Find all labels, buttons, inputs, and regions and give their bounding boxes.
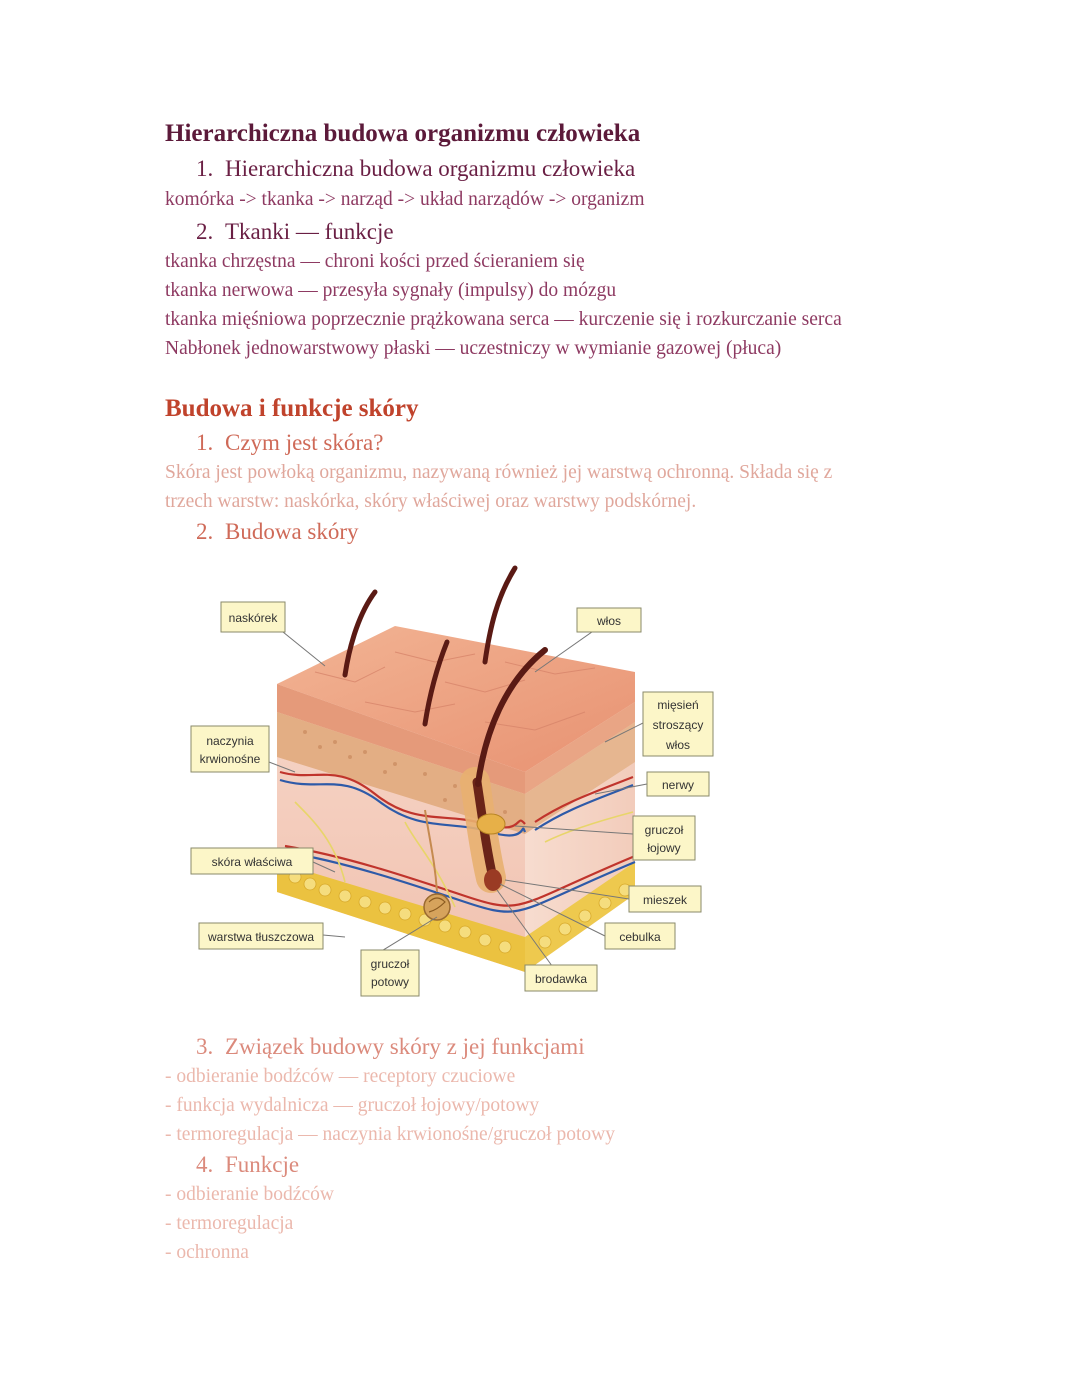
function-relation-line: - odbieranie bodźców — receptory czuciowe (165, 1066, 516, 1087)
label-wlos: włos (596, 614, 622, 628)
skin-structure-diagram (185, 562, 735, 1010)
label-brodawka: brodawka (534, 972, 588, 986)
paragraph-line: trzech warstw: naskórka, skóry właściwej oraz warstwy podskórnej. (165, 491, 697, 512)
tissue-line: tkanka chrzęstna — chroni kości przed ścieraniem się (165, 251, 585, 272)
label-miesien-line2: stroszący (652, 718, 704, 732)
list-item-heading: 4. Funkcje (196, 1152, 300, 1177)
function-line: - termoregulacja (165, 1213, 294, 1234)
section-title-skin: Budowa i funkcje skóry (165, 395, 419, 422)
label-naskorek: naskórek (228, 611, 278, 625)
label-miesien-line3: włos (665, 738, 691, 752)
tissue-line: tkanka nerwowa — przesyła sygnały (impulsy) do mózgu (165, 280, 617, 301)
label-skora-wlasciwa: skóra właściwa (211, 855, 293, 869)
list-item-heading: 1. Czym jest skóra? (196, 430, 384, 455)
function-line: - ochronna (165, 1242, 249, 1263)
label-miesien-line1: mięsień (657, 698, 699, 712)
label-mieszek: mieszek (642, 893, 688, 907)
label-warstwa-tluszczowa: warstwa tłuszczowa (207, 930, 315, 944)
label-gruczol-potowy-line2: potowy (370, 975, 410, 989)
label-gruczol-lojowy-line1: gruczoł (644, 823, 684, 837)
section-title-hierarchy: Hierarchiczna budowa organizmu człowieka (165, 120, 641, 147)
function-relation-line: - termoregulacja — naczynia krwionośne/gruczoł potowy (165, 1124, 615, 1145)
list-item-heading: 2. Budowa skóry (196, 519, 359, 544)
label-cebulka: cebulka (619, 930, 661, 944)
list-item-heading: 2. Tkanki — funkcje (196, 219, 394, 244)
label-gruczol-potowy-line1: gruczoł (370, 957, 410, 971)
list-item-heading: 3. Związek budowy skóry z jej funkcjami (196, 1034, 585, 1059)
function-line: - odbieranie bodźców (165, 1184, 334, 1205)
list-item-heading: 1. Hierarchiczna budowa organizmu człowieka (196, 156, 636, 181)
label-naczynia-line1: naczynia (206, 734, 254, 748)
paragraph-line: Skóra jest powłoką organizmu, nazywaną również jej warstwą ochronną. Składa się z (165, 462, 833, 483)
function-relation-line: - funkcja wydalnicza — gruczoł łojowy/potowy (165, 1095, 540, 1116)
label-naczynia-line2: krwionośne (199, 752, 261, 766)
tissue-line: tkanka mięśniowa poprzecznie prążkowana serca — kurczenie się i rozkurczanie serca (165, 309, 842, 330)
label-nerwy: nerwy (661, 778, 695, 792)
label-gruczol-lojowy-line2: łojowy (647, 841, 681, 855)
hierarchy-chain-text: komórka -> tkanka -> narząd -> układ narządów -> organizm (165, 189, 645, 210)
tissue-line: Nabłonek jednowarstwowy płaski — uczestniczy w wymianie gazowej (płuca) (165, 338, 782, 359)
